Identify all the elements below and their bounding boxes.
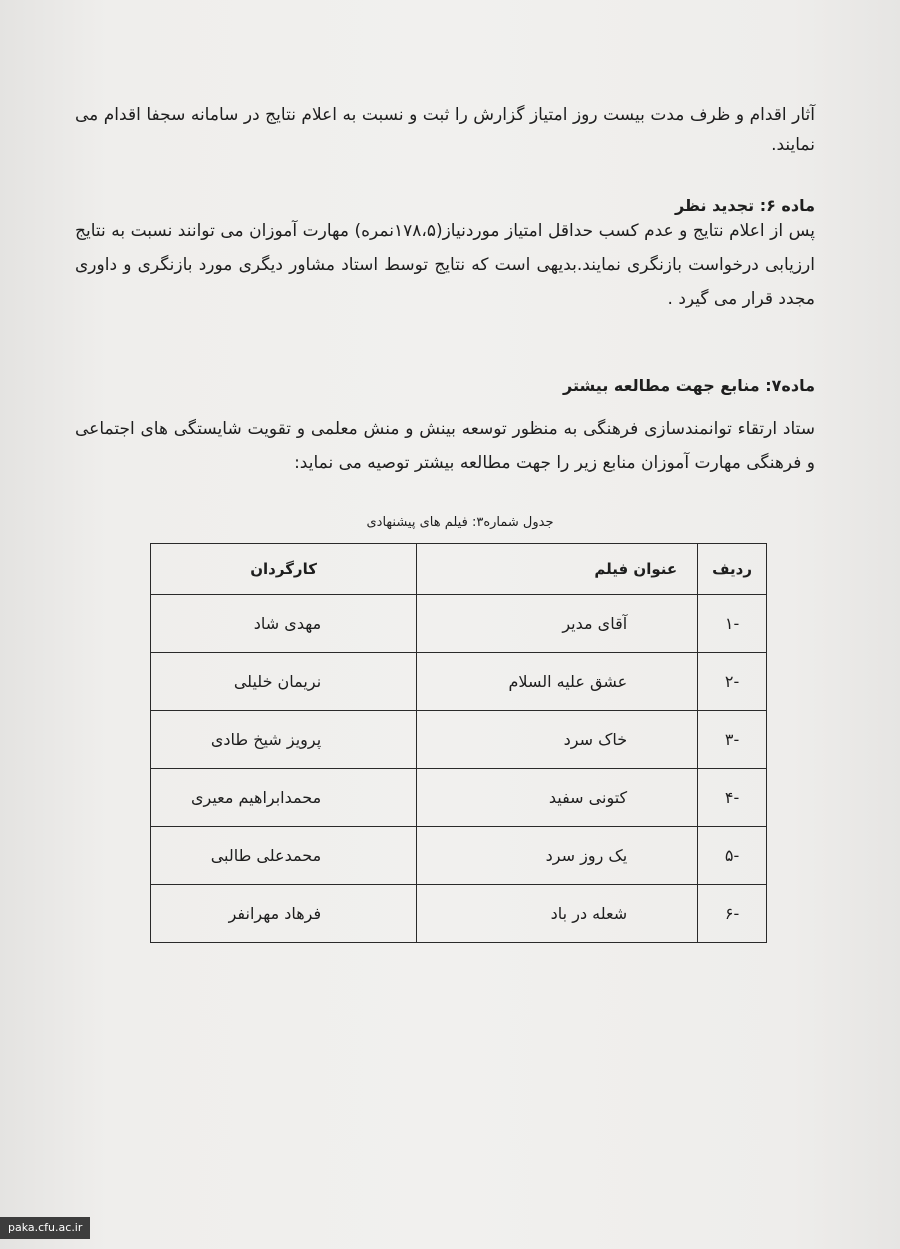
film-title: یک روز سرد	[417, 827, 698, 885]
film-director: فرهاد مهرانفر	[151, 885, 417, 943]
paragraph-results-announcement: آثار اقدام و ظرف مدت بیست روز امتیاز گزارش را ثبت و نسبت به اعلام نتایج در سامانه سجفا اقدام می نمایند.	[75, 105, 815, 155]
row-number: -۶	[698, 885, 767, 943]
row-number: -۱	[698, 595, 767, 653]
header-row-number: ردیف	[698, 544, 767, 595]
film-title: عشق علیه السلام	[417, 653, 698, 711]
site-watermark: paka.cfu.ac.ir	[0, 1217, 90, 1239]
table-row	[151, 653, 767, 711]
paragraph-further-reading: ستاد ارتقاء توانمندسازی فرهنگی به منظور توسعه بینش و منش معلمی و تقویت شایستگی های اجتماعی و فرهنگی مهارت آموزان منابع زیر را جهت مطالعه بیشتر توصیه می نماید:	[75, 419, 815, 473]
row-number: -۴	[698, 769, 767, 827]
film-title: کتونی سفید	[417, 769, 698, 827]
film-title: آقای مدیر	[417, 595, 698, 653]
table-row	[151, 769, 767, 827]
header-film-title: عنوان فیلم	[417, 544, 698, 595]
film-director: پرویز شیخ طادی	[151, 711, 417, 769]
table-row	[151, 885, 767, 943]
table-header-row	[151, 544, 767, 595]
heading-article-7: ماده۷: منابع جهت مطالعه بیشتر	[563, 376, 815, 395]
film-director: مهدی شاد	[151, 595, 417, 653]
heading-article-6: ماده ۶: تجدید نظر	[674, 196, 815, 215]
film-director: محمدابراهیم معیری	[151, 769, 417, 827]
table-caption: جدول شماره۳: فیلم های پیشنهادی	[366, 515, 554, 530]
table-row	[151, 827, 767, 885]
table-row	[151, 595, 767, 653]
film-title: خاک سرد	[417, 711, 698, 769]
film-director: نریمان خلیلی	[151, 653, 417, 711]
paragraph-review-request: پس از اعلام نتایج و عدم کسب حداقل امتیاز موردنیاز(۱۷۸،۵نمره) مهارت آموزان می توانند نسبت به نتایج ارزیابی درخواست بازنگری نمایند.بدیهی است که نتایج توسط استاد مشاور دیگری مورد بازنگری و داوری مجدد قرار می گیرد .	[75, 221, 815, 309]
header-director: کارگردان	[151, 544, 417, 595]
row-number: -۲	[698, 653, 767, 711]
film-title: شعله در باد	[417, 885, 698, 943]
row-number: -۵	[698, 827, 767, 885]
row-number: -۳	[698, 711, 767, 769]
suggested-films-table	[150, 543, 767, 943]
film-director: محمدعلی طالبی	[151, 827, 417, 885]
table-row	[151, 711, 767, 769]
